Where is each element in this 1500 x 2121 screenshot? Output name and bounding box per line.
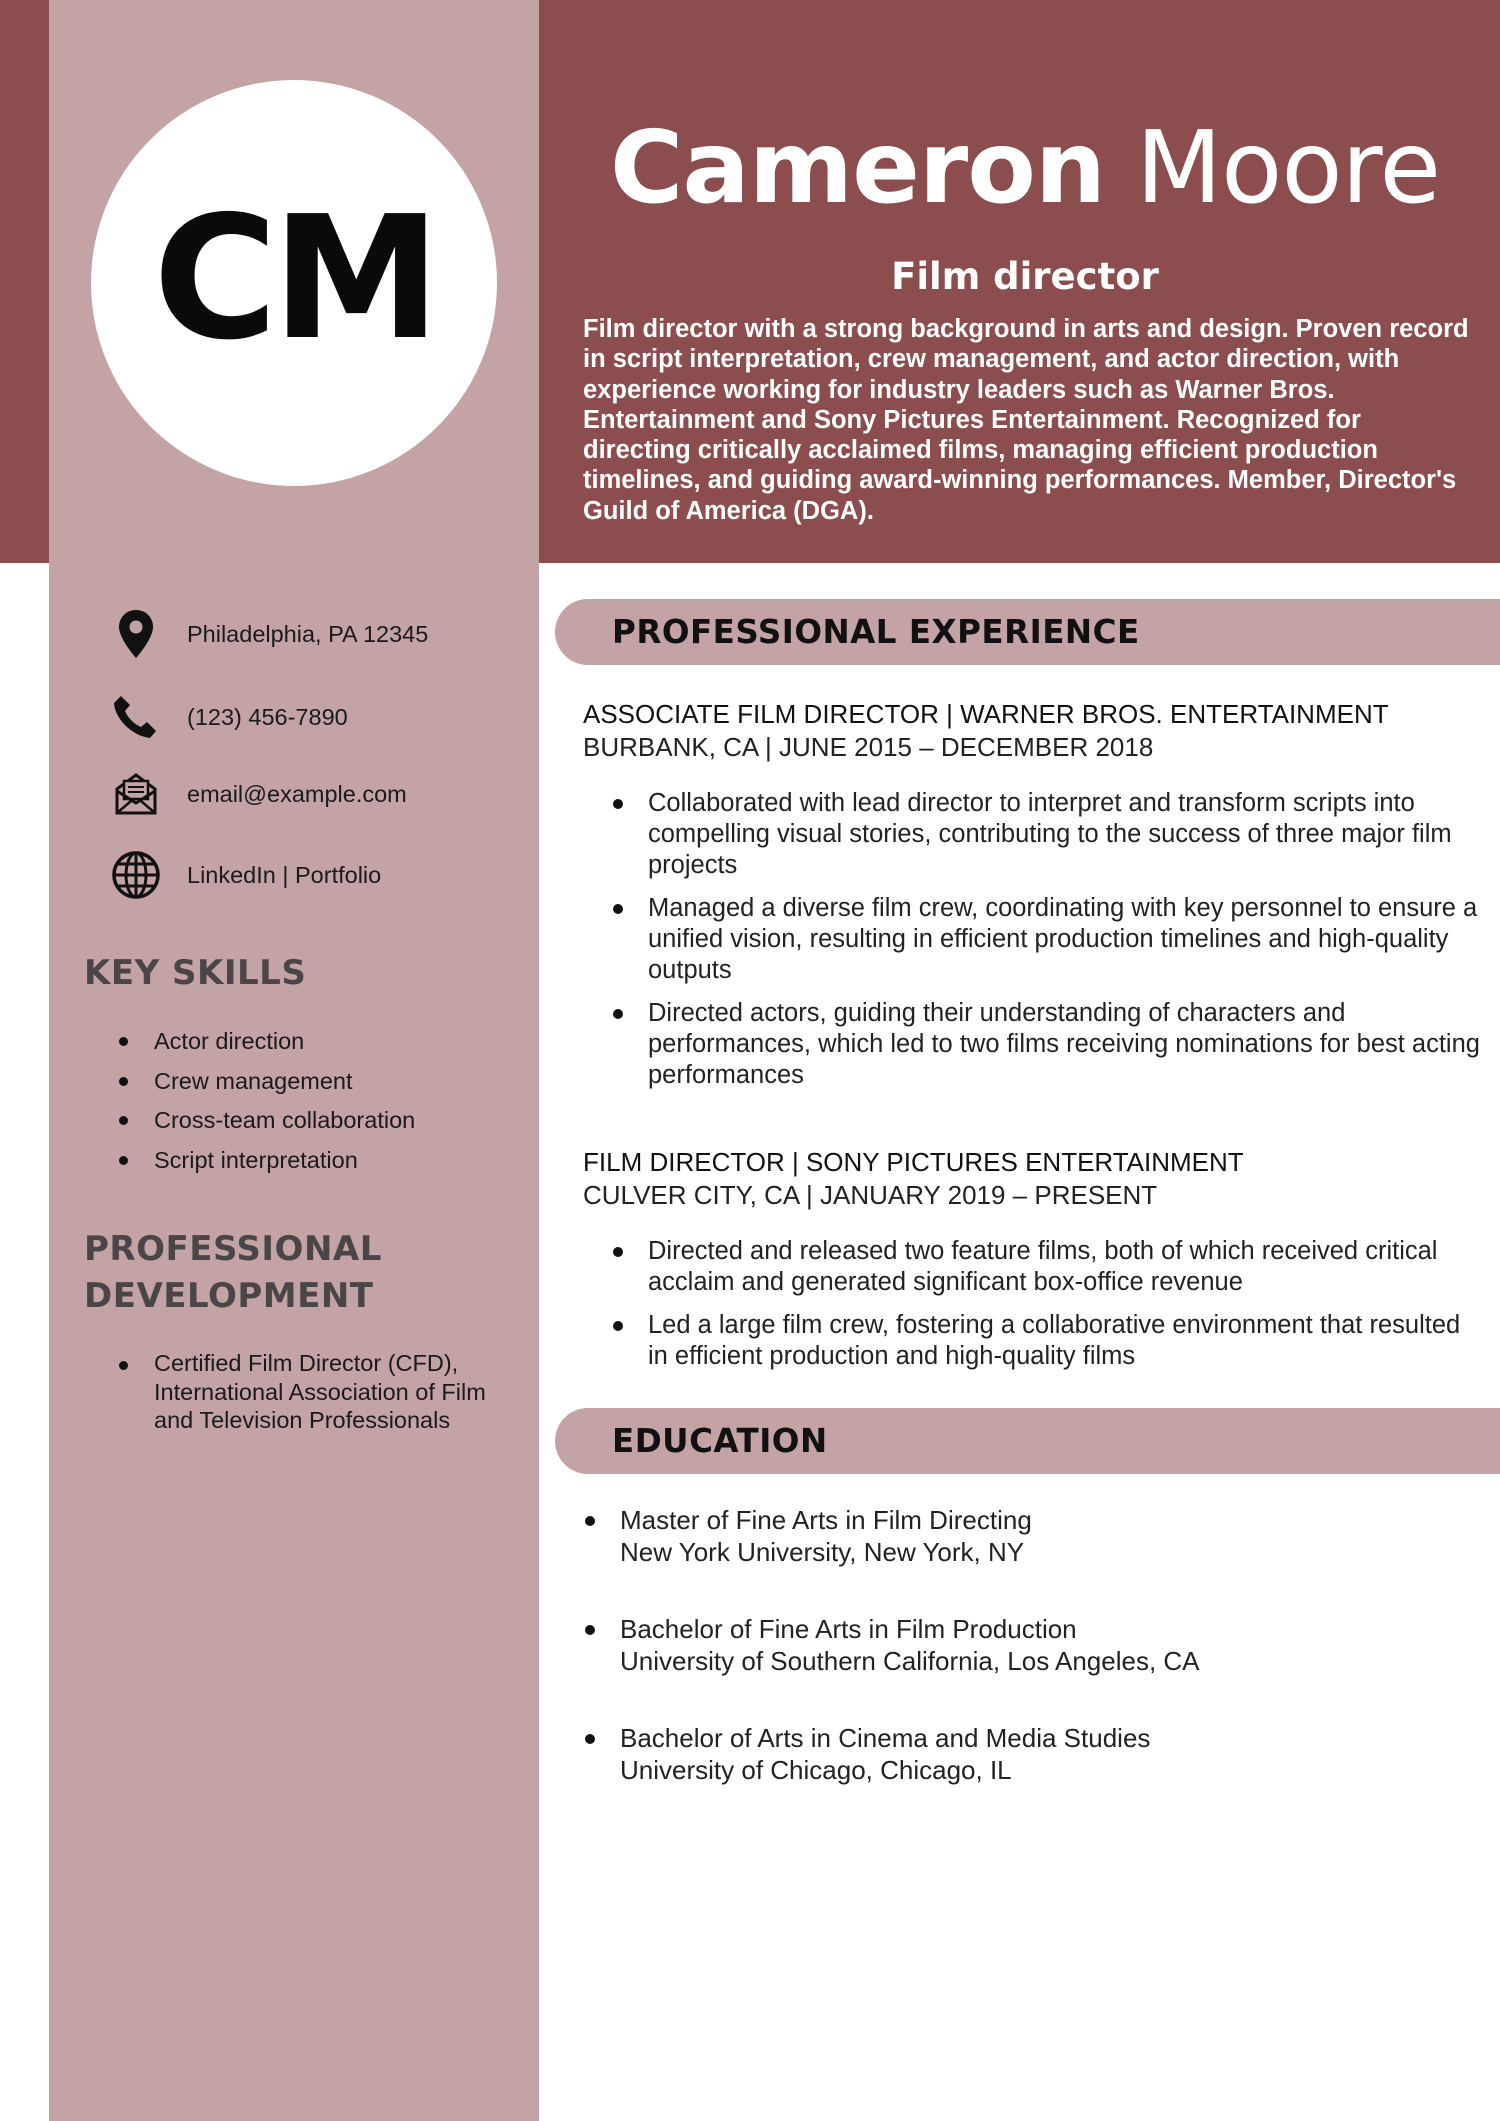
development-heading [84,1226,382,1320]
list-item [583,1722,1483,1831]
degree: Bachelor of Fine Arts in Film Production [620,1614,1077,1644]
development-heading-line2: DEVELOPMENT [84,1276,374,1316]
development-heading-line1: PROFESSIONAL [84,1229,382,1269]
candidate-name [560,109,1490,226]
location-pin-icon [111,609,161,659]
location-text: Philadelphia, PA 12345 [187,620,429,647]
list-item: Managed a diverse film crew, coordinating with key personnel to ensure a unified vision, resulting in efficient production timelines and high-quality outputs [583,893,1483,986]
school: New York University, New York, NY [620,1537,1025,1567]
summary: Film director with a strong background in arts and design. Proven record in script interpretation, crew management, and actor direction, with experience working for industry leaders such as Warner Bros. Entertainment and Sony Pictures Entertainment. Recognized for directing critically acclaimed films, managing efficient production timelines, and guiding award-winning performances. Member, Director's Guild of America (DGA). [583,315,1469,525]
list-item [583,1504,1483,1613]
development-list [84,1349,524,1435]
job-bullets [583,788,1483,1091]
links-text: LinkedIn | Portfolio [187,861,382,888]
list-item: Certified Film Director (CFD), International Association of Film and Television Professionals [84,1349,524,1435]
monogram: CM [153,180,435,378]
globe-icon [111,850,161,900]
contact-location [111,609,428,659]
job-title: Film director [891,255,1159,298]
job-bullets [583,1236,1483,1372]
degree: Bachelor of Arts in Cinema and Media Studies [620,1723,1151,1753]
list-item: Script interpretation [84,1144,524,1184]
job-meta: CULVER CITY, CA | JANUARY 2019 – PRESENT [583,1180,1158,1210]
list-item: Cross-team collaboration [84,1104,524,1144]
monogram-circle [91,80,497,486]
job-role: ASSOCIATE FILM DIRECTOR | WARNER BROS. ENTERTAINMENT [583,699,1389,729]
first-name: Cameron [610,109,1106,226]
job-meta: BURBANK, CA | JUNE 2015 – DECEMBER 2018 [583,732,1154,762]
experience-section-bar [555,599,1500,665]
job-entry [583,1146,1483,1372]
experience-heading: PROFESSIONAL EXPERIENCE [612,613,1140,651]
job-entry [583,698,1483,1091]
list-item: Collaborated with lead director to interpret and transform scripts into compelling visual stories, contributing to the success of three major film projects [583,788,1483,881]
last-name: Moore [1135,109,1440,226]
list-item: Crew management [84,1065,524,1105]
degree: Master of Fine Arts in Film Directing [620,1505,1032,1535]
education-heading: EDUCATION [612,1422,828,1460]
contact-phone [111,692,348,742]
list-item: Directed actors, guiding their understanding of characters and performances, which led to two films receiving nominations for best acting performances [583,998,1483,1091]
list-item [583,1613,1483,1722]
phone-icon [111,692,161,742]
contact-email [111,769,407,819]
envelope-icon [111,769,161,819]
school: University of Chicago, Chicago, IL [620,1755,1012,1785]
education-list [583,1504,1483,1831]
contact-links [111,850,381,900]
job-role: FILM DIRECTOR | SONY PICTURES ENTERTAINMENT [583,1147,1244,1177]
school: University of Southern California, Los Angeles, CA [620,1646,1200,1676]
list-item: Actor direction [84,1025,524,1065]
phone-text: (123) 456-7890 [187,703,348,730]
skills-list [84,1025,524,1184]
list-item: Led a large film crew, fostering a collaborative environment that resulted in efficient production and high-quality films [583,1310,1483,1372]
email-text: email@example.com [187,780,407,807]
education-section-bar [555,1408,1500,1474]
list-item: Directed and released two feature films, both of which received critical acclaim and generated significant box-office revenue [583,1236,1483,1298]
skills-heading: KEY SKILLS [84,953,307,993]
